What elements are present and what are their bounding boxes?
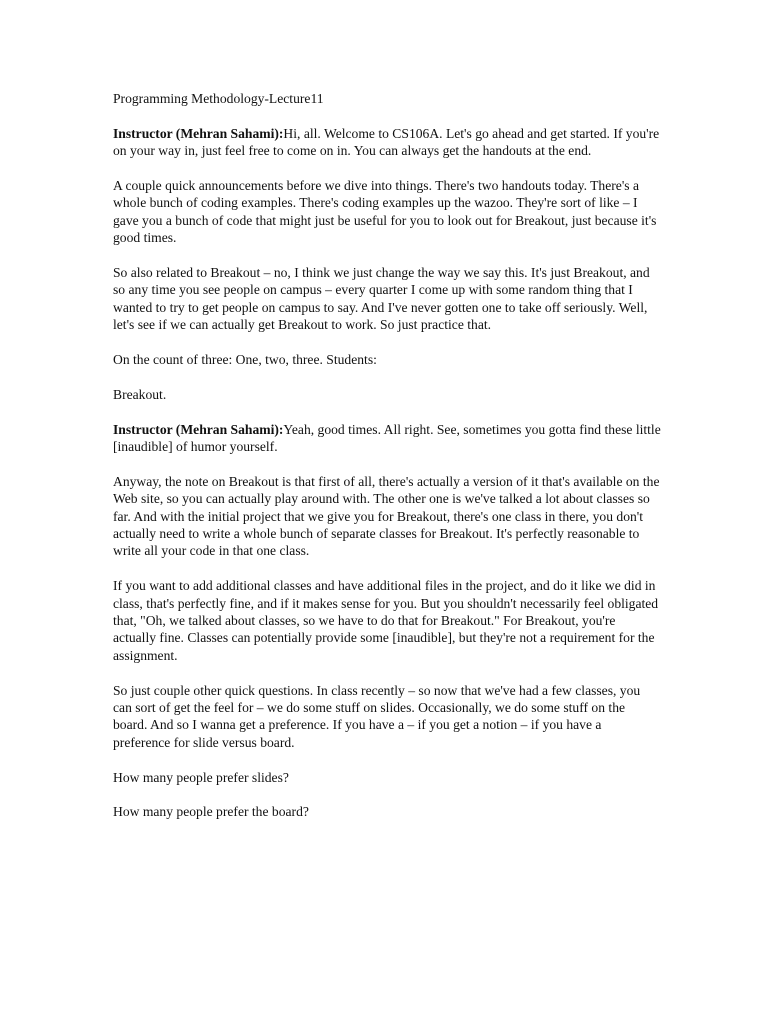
paragraph-text: So also related to Breakout – no, I think we just change the way we say this. It's just Breakout, and so any time you see people on campus – every quarter I come up with some random thing that I wanted to try to get people on campus to say. And I've never gotten one to take off seriously. Well, let's see if we can actually get Breakout to work. So just practice that. bbox=[113, 265, 650, 333]
transcript-paragraph bbox=[113, 803, 661, 820]
transcript-paragraph bbox=[113, 386, 661, 403]
paragraph-text: Yeah, good times. All right. See, sometimes you gotta find these little [inaudible] of humor yourself. bbox=[113, 421, 661, 455]
transcript-paragraph bbox=[113, 264, 661, 334]
paragraph-text: Hi, all. Welcome to CS106A. Let's go ahead and get started. If you're on your way in, just feel free to come on in. You can always get the handouts at the end. bbox=[113, 125, 660, 159]
transcript-paragraph bbox=[113, 177, 661, 247]
paragraph-text: So just couple other quick questions. In class recently – so now that we've had a few classes, you can sort of get the feel for – we do some stuff on slides. Occasionally, we do some stuff on the board. And so I wanna get a preference. If you have a – if you get a notion – if you have a preference for slide versus board. bbox=[113, 682, 641, 750]
paragraph-text: How many people prefer slides? bbox=[113, 769, 289, 785]
transcript-paragraph bbox=[113, 125, 661, 160]
speaker-label: Instructor (Mehran Sahami): bbox=[113, 421, 284, 437]
transcript-paragraph bbox=[113, 769, 661, 786]
paragraph-text: How many people prefer the board? bbox=[113, 804, 309, 820]
paragraph-text: Anyway, the note on Breakout is that first of all, there's actually a version of it that's available on the Web site, so you can actually play around with. The other one is we've talked a lot about classes so far. And with the initial project that we give you for Breakout, there's one class in there, you don't actually need to write a whole bunch of separate classes for Breakout. It's perfectly reasonable to write all your code in that one class. bbox=[113, 473, 660, 559]
transcript-paragraph bbox=[113, 577, 661, 664]
transcript-paragraph bbox=[113, 682, 661, 752]
paragraph-text: Breakout. bbox=[113, 386, 167, 402]
paragraph-text: On the count of three: One, two, three. Students: bbox=[113, 352, 377, 368]
speaker-label: Instructor (Mehran Sahami): bbox=[113, 125, 284, 141]
transcript-paragraph bbox=[113, 421, 661, 456]
document-body bbox=[113, 90, 661, 838]
document-title: Programming Methodology-Lecture11 bbox=[113, 91, 324, 106]
transcript-paragraph bbox=[113, 351, 661, 368]
paragraph-text: A couple quick announcements before we dive into things. There's two handouts today. There's a whole bunch of coding examples. There's coding examples up the wazoo. They're sort of like – I gave you a bunch of code that might just be useful for you to look out for Breakout, just because it's good times. bbox=[113, 178, 657, 246]
transcript-paragraph bbox=[113, 473, 661, 560]
paragraph-text: If you want to add additional classes and have additional files in the project, and do it like we did in class, that's perfectly fine, and if it makes sense for you. But you shouldn't necessarily feel obligated that, "Oh, we talked about classes, so we have to do that for Breakout." For Breakout, you're actually fine. Classes can potentially provide some [inaudible], but they're not a requirement for the assignment. bbox=[113, 578, 659, 663]
